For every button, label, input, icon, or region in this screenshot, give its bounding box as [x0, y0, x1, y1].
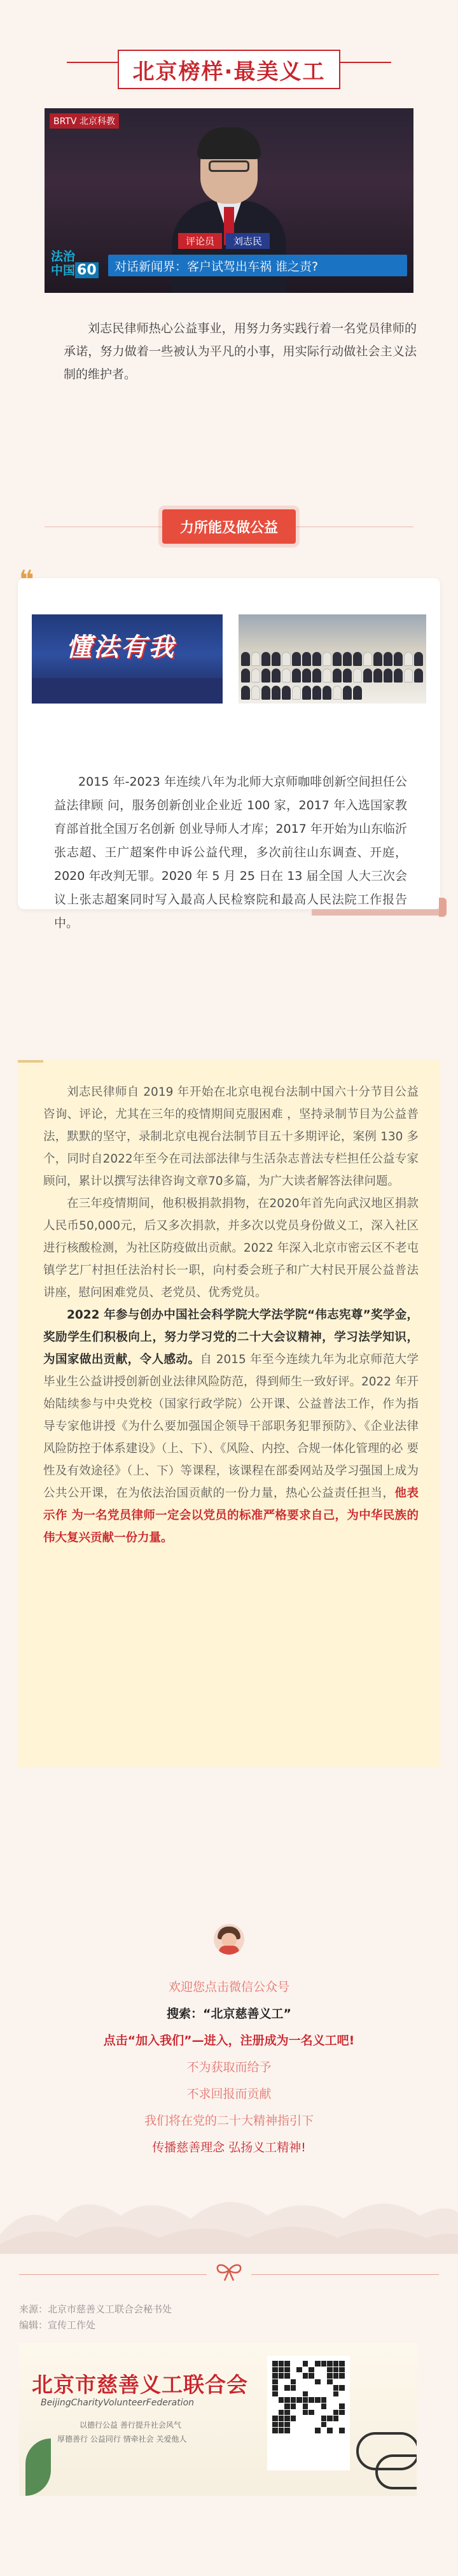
bow-divider-left — [19, 2274, 207, 2275]
federation-banner — [19, 2343, 417, 2496]
federation-slogan-1: 以德行公益 善行提升社会风气 — [80, 2421, 181, 2430]
yellow-panel-text — [43, 1081, 419, 1549]
cta-join[interactable]: 点击“加入我们”—进入，注册成为一名义工吧! — [103, 2034, 355, 2048]
bow-divider-right — [251, 2274, 439, 2275]
cta-search[interactable]: 搜索：“北京慈善义工” — [167, 2007, 291, 2021]
bow-icon — [215, 2261, 243, 2282]
tv-studio-photo — [32, 614, 223, 704]
girl-avatar-icon — [214, 1924, 244, 1955]
card-accent-tab — [439, 898, 447, 917]
cta-line-5: 不求回报而贡献 — [186, 2087, 272, 2101]
group-photo — [239, 614, 426, 704]
federation-title: 北京市慈善义工联合会 — [32, 2372, 248, 2397]
cloud-decoration — [0, 2177, 458, 2254]
glasses-decoration-2 — [375, 2454, 417, 2489]
channel-logo: BRTV 北京科教 — [50, 113, 119, 129]
page-title: 北京榜样·最美义工 — [132, 59, 326, 85]
cta-line-7: 传播慈善理念 弘扬义工精神! — [152, 2141, 306, 2155]
cta-line-6: 我们将在党的二十大精神指引下 — [144, 2114, 314, 2128]
card-accent-bar — [312, 909, 445, 916]
cta-line-4: 不为获取而给予 — [186, 2060, 272, 2074]
news-ticker: 对话新闻界：客户试驾出车祸 谁之责? — [108, 255, 407, 276]
yellow-paragraph-1: 刘志民律师自 2019 年开始在北京电视台法制中国六十分节目公益咨询、评论，尤其在三年的疫情期间克服困难 ，坚持录制节目为公益普法，默默的坚守，录制北京电视台法制节目五十多期评论，案例 130 多个，同时自2022年至今在司法部法律与生活杂志普法专栏担任公益专家顾问，累计以撰写法律咨询文章70多篇，为广大读者解答法律问题。 — [43, 1086, 419, 1188]
qr-code-icon[interactable] — [267, 2356, 350, 2470]
cta-block — [0, 1974, 458, 2155]
yellow-paragraph-2: 在三年疫情期间，他积极捐款捐物，在2020年首先向武汉地区捐款人民币50,000元，后又多次捐款，并多次以党员身份做义工，深入社区进行核酸检测，为社区防疫做出贡献。2022 年深入北京市密云区不老屯镇学艺厂村担任法治村长一职，向村委会班子和广大村民开展公益普法讲座，慰问困难党员、老党员、优秀党员。 — [43, 1197, 419, 1299]
credit-source: 来源：北京市慈善义工联合会秘书处 — [19, 2304, 172, 2315]
studio-show-title: 懂法有我 — [66, 633, 176, 662]
credit-editor: 编辑：宣传工作处 — [19, 2319, 96, 2331]
leaf-decoration — [25, 2438, 51, 2496]
yellow-paragraph-3: 2022 年参与创办中国社会科学院大学法学院“伟志宪尊”奖学金，奖励学生们积极向上，努力学习党的二十大会议精神，学习法学知识，为国家做出贡献，令人感动。自 2015 年至今连续九年为北京师范大学毕业生公益讲授创新创业法律风险防范，得到师生一致好评。2022 年开始陆续参与中央党校（国家行政学院）公开课、公益普法工作，作为指导专家他讲授《为什么要加强国企领导干部职务犯罪预防》、《企业法律风险防控于体系建设》（上、下）、《风险、内控、合规一体化管理的必 要性及有效途径》（上、下）等课程，该课程在部委网站及学习强国上成为 公共公开课，在为依法治国贡献的一份力量，热心公益责任担当，他表示作 为一名党员律师一定会以党员的标准严格要求自己，为中华民族的伟大复兴贡献一份力量。 — [43, 1308, 419, 1545]
video-frame[interactable] — [45, 108, 413, 293]
name-tag: 评论员 刘志民 — [178, 233, 270, 249]
section-label: 力所能及做公益 — [162, 509, 296, 544]
page-title-box — [118, 50, 340, 89]
federation-slogan-2: 厚德善行 公益同行 情牵社会 关爱他人 — [57, 2435, 187, 2444]
program-logo: 法治 中国 60 — [51, 250, 105, 288]
cta-line-1: 欢迎您点击微信公众号 — [168, 1980, 289, 1994]
federation-subtitle: BeijingCharityVolunteerFederation — [41, 2398, 195, 2408]
quote-icon: ❝ — [19, 565, 34, 595]
yellow-panel-accent — [18, 1060, 43, 1063]
credits — [19, 2302, 172, 2333]
intro-paragraph: 刘志民律师热心公益事业，用努力务实践行着一名党员律师的承诺，努力做着一些被认为平凡的小事，用实际行动做社会主义法制的维护者。 — [64, 322, 417, 381]
card-paragraph: 2015 年-2023 年连续八年为北师大京师咖啡创新空间担任公益法律顾 问，服务创新创业企业近 100 家，2017 年入选国家教育部首批全国万名创新 创业导师人才库；2017 年开始为山东临沂张志超、王广超案件申诉公益代理，多次前往山东调查、开庭，2020 年改判无罪。2020 年 5 月 25 日在 13 届全国 人大三次会议上张志超案同时写入最高人民检察院和最高人民法院工作报告中。 — [54, 775, 407, 930]
